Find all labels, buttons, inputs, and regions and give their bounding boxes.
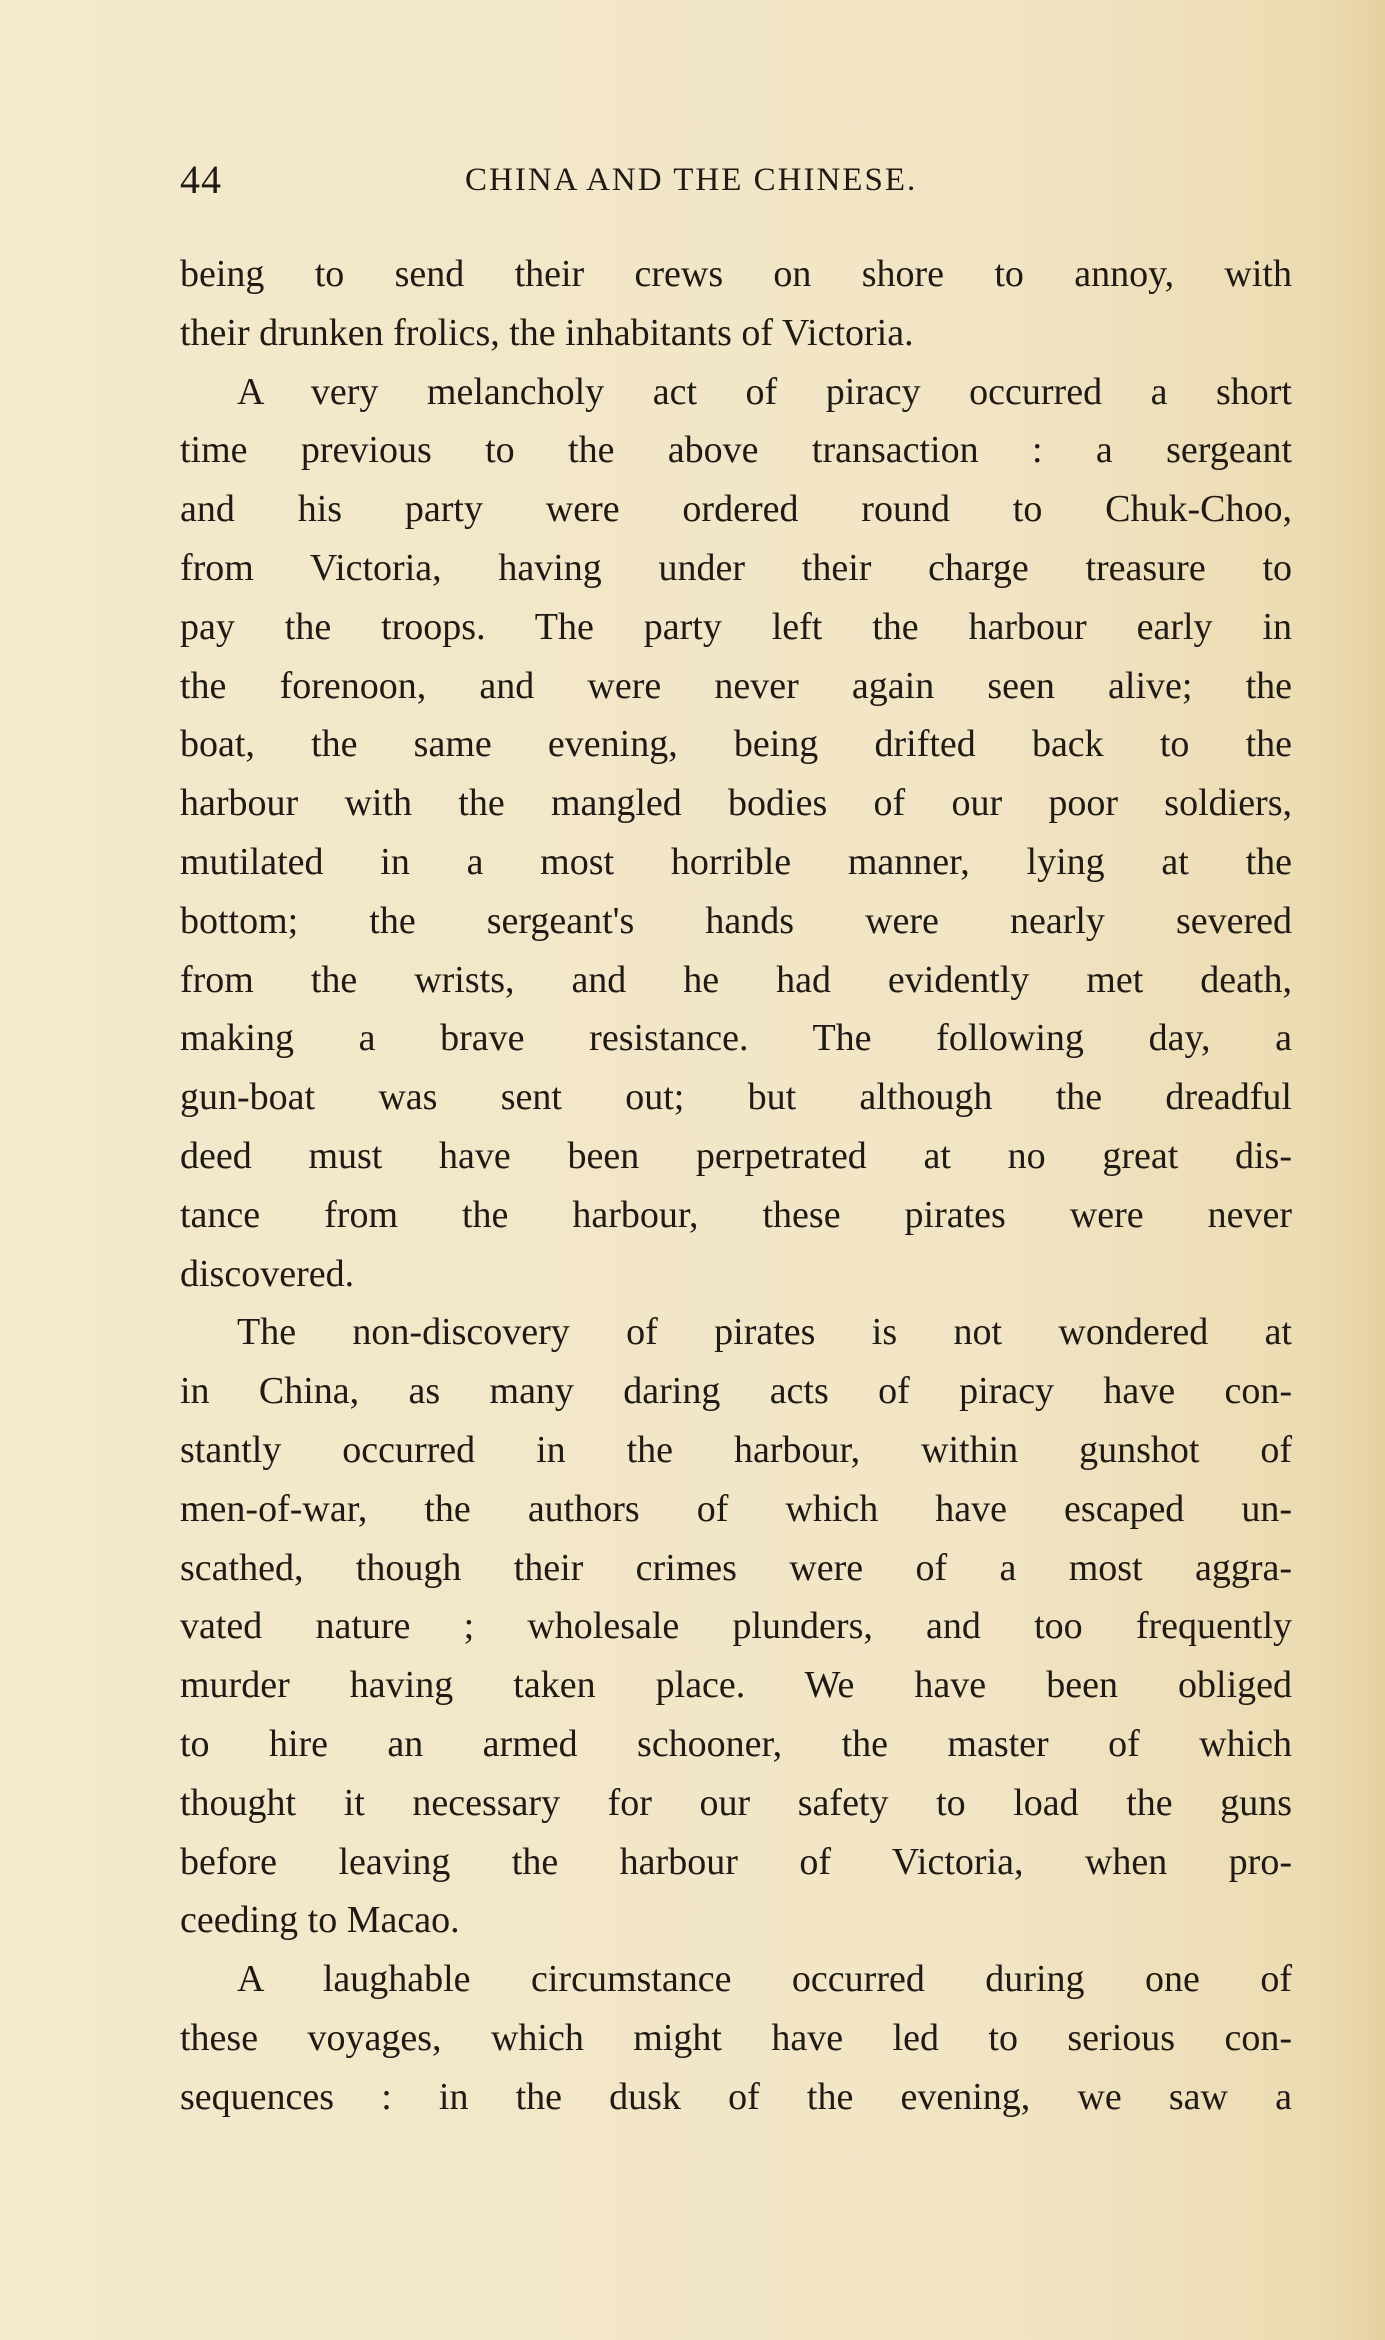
text-line: boat, the same evening, being drifted back to the <box>180 723 1292 766</box>
text-line: to hire an armed schooner, the master of which <box>180 1722 1292 1765</box>
text-line: gun-boat was sent out; but although the dreadful <box>180 1076 1292 1119</box>
text-line: mutilated in a most horrible manner, lying at the <box>180 840 1292 883</box>
text-line: tance from the harbour, these pirates were never <box>180 1193 1292 1236</box>
page-number: 44 <box>180 157 222 202</box>
text-line: A very melancholy act of piracy occurred a short <box>237 370 1292 413</box>
text-line: from the wrists, and he had evidently met death, <box>180 958 1292 1001</box>
text-line: harbour with the mangled bodies of our poor soldiers, <box>180 782 1292 825</box>
text-line: these voyages, which might have led to serious con- <box>180 2016 1292 2059</box>
text-line: stantly occurred in the harbour, within gunshot of <box>180 1428 1292 1471</box>
text-line: scathed, though their crimes were of a most aggra- <box>180 1546 1292 1589</box>
text-line: bottom; the sergeant's hands were nearly severed <box>180 899 1292 942</box>
text-line: from Victoria, having under their charge treasure to <box>180 546 1292 589</box>
text-line: thought it necessary for our safety to load the guns <box>180 1781 1292 1824</box>
running-title: CHINA AND THE CHINESE. <box>465 162 918 198</box>
text-line: ceeding to Macao. <box>180 1899 460 1942</box>
text-line: their drunken frolics, the inhabitants of Victoria. <box>180 311 914 354</box>
text-line: The non-discovery of pirates is not wondered at <box>237 1311 1292 1354</box>
text-line: the forenoon, and were never again seen alive; the <box>180 664 1292 707</box>
text-line: time previous to the above transaction : a sergeant <box>180 429 1292 472</box>
text-line: A laughable circumstance occurred during one of <box>237 1958 1292 2001</box>
text-line: pay the troops. The party left the harbour early in <box>180 605 1292 648</box>
text-line: and his party were ordered round to Chuk-Choo, <box>180 488 1292 531</box>
text-line: in China, as many daring acts of piracy have con- <box>180 1370 1292 1413</box>
body-text <box>180 245 1292 2127</box>
text-line: before leaving the harbour of Victoria, when pro- <box>180 1840 1292 1883</box>
running-head <box>180 150 1295 210</box>
text-line: being to send their crews on shore to annoy, with <box>180 253 1292 295</box>
text-line: discovered. <box>180 1252 355 1295</box>
text-line: vated nature ; wholesale plunders, and too frequently <box>180 1605 1292 1648</box>
text-line: deed must have been perpetrated at no great dis- <box>180 1134 1292 1177</box>
text-line: sequences : in the dusk of the evening, we saw a <box>180 2075 1292 2118</box>
text-line: murder having taken place. We have been obliged <box>180 1664 1292 1707</box>
text-line: men-of-war, the authors of which have escaped un- <box>180 1487 1292 1530</box>
text-line: making a brave resistance. The following day, a <box>180 1017 1292 1060</box>
